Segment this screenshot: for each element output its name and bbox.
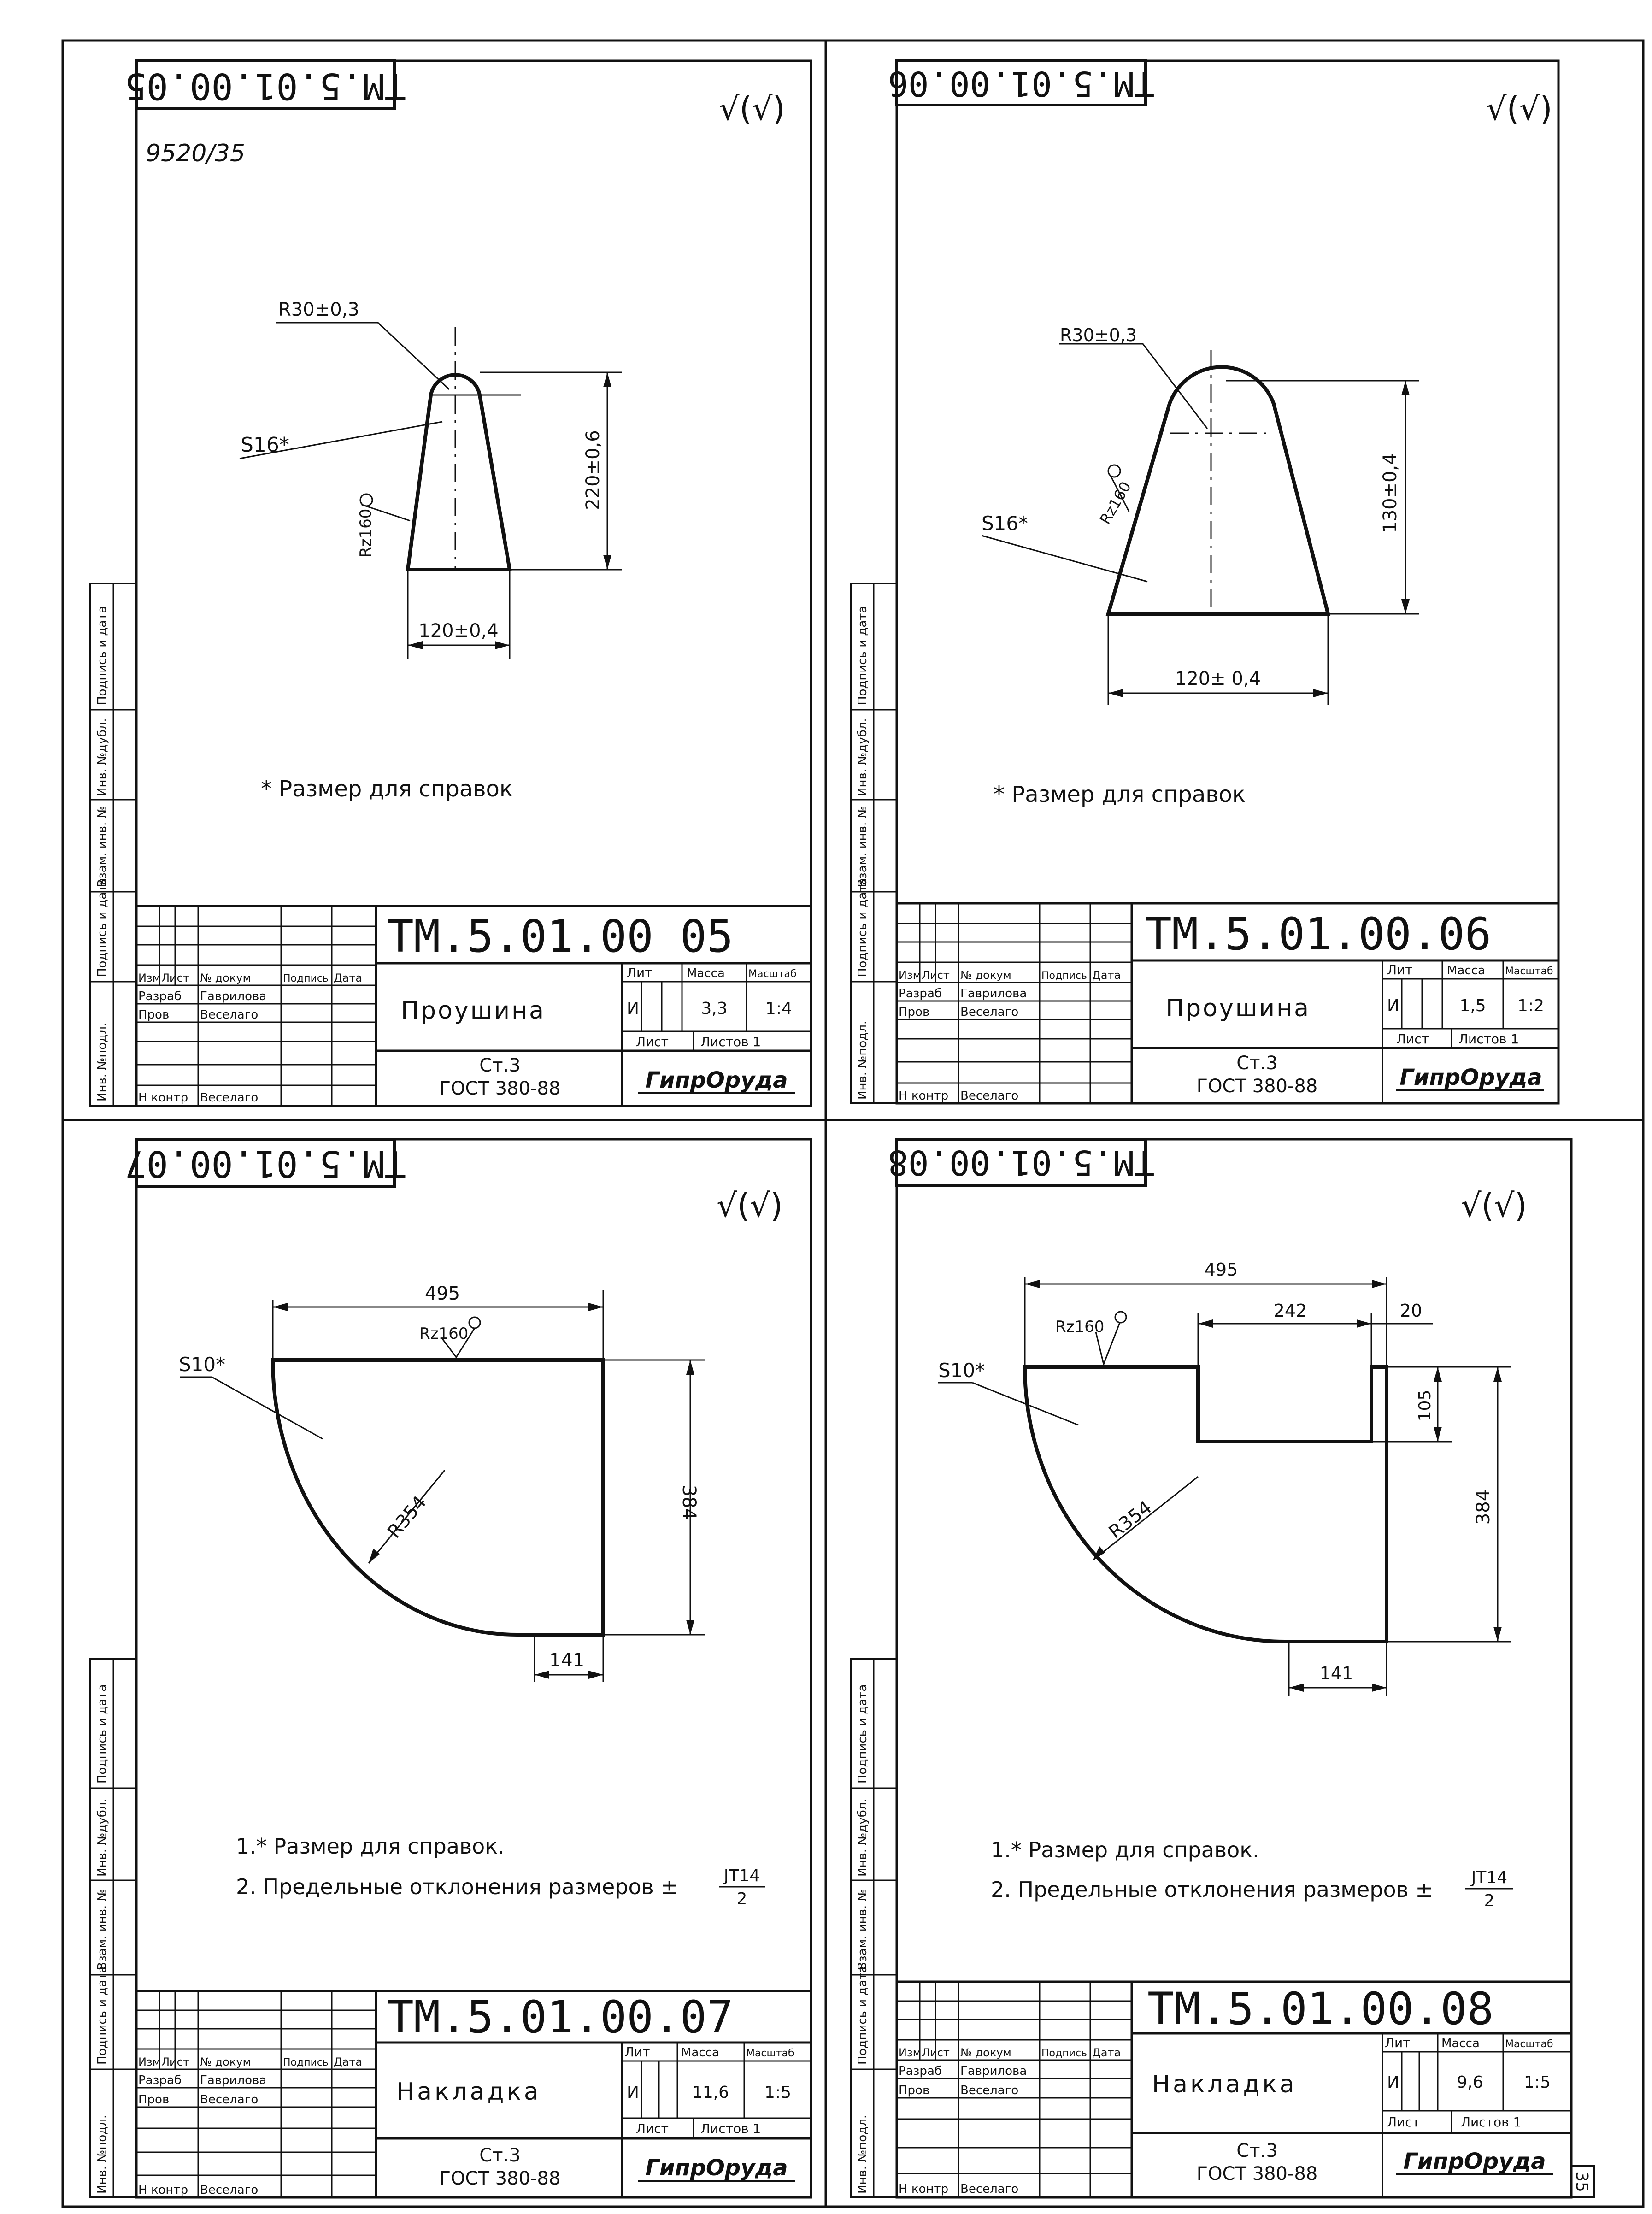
header-dev: Разраб xyxy=(899,987,942,1001)
developer-name: Гаврилова xyxy=(200,989,267,1003)
organization: ГипрОруда xyxy=(645,1067,788,1093)
sheet-label: Лист xyxy=(1396,1031,1429,1047)
header-date: Дата xyxy=(334,972,363,984)
stamp-code: ТМ.5.01.00.06 xyxy=(888,64,1155,103)
sheet-label: Лист xyxy=(1387,2114,1420,2130)
side-label-3: Взам. инв. № xyxy=(95,1889,109,1970)
sheets-label: Листов 1 xyxy=(1461,2114,1522,2130)
part-name: Проушина xyxy=(1166,995,1311,1022)
header-izm: Изм xyxy=(899,2046,921,2059)
page-number: 35 xyxy=(1572,2171,1591,2192)
header-mass: Масса xyxy=(1441,2037,1480,2050)
header-list: Лист xyxy=(161,2055,189,2068)
header-mass: Масса xyxy=(681,2046,719,2060)
sheet-eye-plate-05 xyxy=(90,61,811,1106)
title-code: ТМ.5.01.00.08 xyxy=(1147,1983,1494,2035)
width-dimension: 495 xyxy=(1204,1260,1238,1280)
header-scale: Масштаб xyxy=(1505,966,1553,977)
sheets-label: Листов 1 xyxy=(700,1034,761,1049)
header-ndoc: № докум xyxy=(960,969,1011,982)
header-ndoc: № докум xyxy=(200,972,251,984)
scale-value: 1:4 xyxy=(765,999,792,1018)
part-name: Накладка xyxy=(1152,2071,1297,2098)
thickness-label: S16* xyxy=(241,433,289,457)
height-dimension: 130±0,4 xyxy=(1380,453,1401,533)
part-name: Накладка xyxy=(396,2078,541,2106)
side-label-1: Инв. №подл. xyxy=(856,2114,870,2194)
header-date: Дата xyxy=(1092,969,1121,982)
scale-value: 1:2 xyxy=(1517,996,1544,1015)
checker-name: Веселаго xyxy=(960,2084,1019,2097)
tolerance-numerator: JT14 xyxy=(1471,1868,1508,1887)
standard: ГОСТ 380-88 xyxy=(1196,2163,1318,2185)
header-dev: Разраб xyxy=(899,2064,942,2078)
side-label-4: Инв. №дубл. xyxy=(856,1798,870,1877)
roughness-symbol: √(√) xyxy=(717,1187,783,1225)
mass-value: 3,3 xyxy=(701,999,728,1018)
header-mass: Масса xyxy=(1447,964,1485,977)
side-strip xyxy=(90,1659,136,2197)
header-ndoc: № докум xyxy=(960,2046,1011,2059)
side-strip xyxy=(851,583,897,1103)
thickness-label: S16* xyxy=(982,512,1029,535)
side-label-2: Подпись и дата xyxy=(856,1965,870,2065)
header-check: Пров xyxy=(899,2084,930,2097)
stamp-code: ТМ.5.01.00.08 xyxy=(888,1142,1155,1182)
scale-value: 1:5 xyxy=(1524,2073,1551,2092)
sheet-label: Лист xyxy=(636,1034,669,1049)
thickness-label: S10* xyxy=(938,1359,985,1382)
side-label-3: Взам. инв. № xyxy=(95,806,109,887)
organization: ГипрОруда xyxy=(1399,1065,1542,1090)
note-1: * Размер для справок xyxy=(261,776,513,802)
header-lit: Лит xyxy=(1385,2035,1411,2050)
side-strip xyxy=(90,583,136,1106)
material: Ст.3 xyxy=(1236,1053,1278,1074)
tolerance-numerator: JT14 xyxy=(723,1867,760,1885)
roughness-label: Rz160 xyxy=(1096,478,1135,527)
stamp-code: ТМ.5.01.00.07 xyxy=(124,1142,406,1184)
side-label-2: Подпись и дата xyxy=(95,877,109,977)
thickness-label: S10* xyxy=(179,1353,226,1376)
pad-outline xyxy=(273,1360,603,1635)
side-strip xyxy=(851,1659,897,2197)
roughness-symbol: √(√) xyxy=(719,90,785,128)
ncontrol-name: Веселаго xyxy=(200,1091,259,1105)
title-block xyxy=(136,906,811,1106)
notch-width-dimension: 242 xyxy=(1273,1301,1307,1321)
title-block xyxy=(897,903,1558,1103)
roughness-label: Rz160 xyxy=(419,1325,469,1343)
radius-label: R30±0,3 xyxy=(278,299,359,320)
pad-outline xyxy=(1025,1367,1387,1642)
height-dimension: 384 xyxy=(678,1484,700,1520)
side-label-4: Инв. №дубл. xyxy=(95,718,109,796)
checker-name: Веселаго xyxy=(200,1008,259,1022)
title-block xyxy=(897,1982,1571,2197)
standard: ГОСТ 380-88 xyxy=(1196,1076,1318,1097)
bottom-dimension: 141 xyxy=(549,1650,585,1671)
note-1: 1.* Размер для справок. xyxy=(236,1834,505,1859)
header-sign: Подпись xyxy=(1041,2048,1087,2059)
height-dimension: 384 xyxy=(1473,1489,1494,1525)
part-name: Проушина xyxy=(401,997,546,1025)
tolerance-denominator: 2 xyxy=(736,1890,747,1908)
side-label-5: Подпись и дата xyxy=(856,1684,870,1784)
header-scale: Масштаб xyxy=(748,968,797,980)
side-label-2: Подпись и дата xyxy=(95,1965,109,2065)
side-label-4: Инв. №дубл. xyxy=(856,718,870,796)
material: Ст.3 xyxy=(479,1055,521,1076)
mass-value: 1,5 xyxy=(1459,996,1486,1015)
width-dimension: 495 xyxy=(424,1283,460,1304)
extra-note: 9520/35 xyxy=(146,140,246,167)
standard: ГОСТ 380-88 xyxy=(439,2168,561,2189)
notch-offset-dimension: 20 xyxy=(1399,1301,1423,1321)
header-list: Лист xyxy=(922,2046,950,2059)
title-code: ТМ.5.01.00.07 xyxy=(387,1991,734,2043)
header-lit: Лит xyxy=(627,965,653,980)
radius-label: R354 xyxy=(1105,1496,1156,1543)
radius-label: R354 xyxy=(383,1492,431,1543)
developer-name: Гаврилова xyxy=(200,2073,267,2087)
title-code: ТМ.5.01.00.06 xyxy=(1145,908,1492,960)
sheet-eye-plate-06 xyxy=(851,61,1558,1103)
header-ncontrol: Н контр xyxy=(138,1091,188,1105)
header-lit: Лит xyxy=(624,2044,650,2060)
material: Ст.3 xyxy=(479,2145,521,2166)
title-block xyxy=(136,1991,811,2197)
roughness-label: Rz160 xyxy=(357,508,375,558)
mass-value: 11,6 xyxy=(692,2083,729,2102)
header-date: Дата xyxy=(1092,2046,1121,2059)
note-2: 2. Предельные отклонения размеров ± xyxy=(991,1877,1433,1902)
developer-name: Гаврилова xyxy=(960,987,1027,1001)
bottom-dimension: 141 xyxy=(1319,1663,1353,1684)
notch-depth-dimension: 105 xyxy=(1416,1390,1434,1422)
title-code: ТМ.5.01.00 05 xyxy=(387,911,734,962)
checker-name: Веселаго xyxy=(200,2093,259,2107)
header-lit: Лит xyxy=(1387,962,1413,977)
sheet-pad-07 xyxy=(90,1139,811,2197)
stamp-code: ТМ.5.01.00.05 xyxy=(124,65,406,106)
roughness-symbol: √(√) xyxy=(1486,90,1552,128)
header-sign: Подпись xyxy=(1041,970,1087,982)
side-label-3: Взам. инв. № xyxy=(856,806,870,887)
header-sign: Подпись xyxy=(283,2057,329,2068)
header-izm: Изм xyxy=(138,972,161,984)
mass-value: 9,6 xyxy=(1457,2073,1483,2092)
sheet-label: Лист xyxy=(636,2121,669,2136)
ncontrol-name: Веселаго xyxy=(200,2183,259,2197)
sheets-label: Листов 1 xyxy=(700,2121,761,2136)
side-label-4: Инв. №дубл. xyxy=(95,1798,109,1877)
header-scale: Масштаб xyxy=(1505,2038,1553,2050)
header-check: Пров xyxy=(138,2093,170,2107)
note-1: * Размер для справок xyxy=(994,782,1246,807)
lit-value: И xyxy=(627,999,639,1018)
header-scale: Масштаб xyxy=(746,2048,794,2059)
width-dimension: 120±0,4 xyxy=(418,620,499,642)
ncontrol-name: Веселаго xyxy=(960,1089,1019,1103)
header-list: Лист xyxy=(922,969,950,982)
header-ncontrol: Н контр xyxy=(138,2183,188,2197)
header-check: Пров xyxy=(899,1005,930,1019)
header-mass: Масса xyxy=(687,966,725,980)
header-ndoc: № докум xyxy=(200,2055,251,2068)
width-dimension: 120± 0,4 xyxy=(1175,668,1261,689)
height-dimension: 220±0,6 xyxy=(582,430,604,510)
ncontrol-name: Веселаго xyxy=(960,2182,1019,2196)
side-label-3: Взам. инв. № xyxy=(856,1889,870,1970)
header-list: Лист xyxy=(161,972,189,984)
side-label-1: Инв. №подл. xyxy=(95,1022,109,1101)
note-1: 1.* Размер для справок. xyxy=(991,1837,1259,1862)
organization: ГипрОруда xyxy=(645,2155,788,2181)
side-label-5: Подпись и дата xyxy=(95,606,109,705)
header-sign: Подпись xyxy=(283,973,329,984)
roughness-label: Rz160 xyxy=(1055,1318,1105,1336)
side-label-1: Инв. №подл. xyxy=(95,2114,109,2194)
eye-plate-outline xyxy=(408,375,510,570)
header-ncontrol: Н контр xyxy=(899,1089,949,1103)
radius-label: R30±0,3 xyxy=(1060,325,1137,345)
note-2: 2. Предельные отклонения размеров ± xyxy=(236,1874,678,1899)
standard: ГОСТ 380-88 xyxy=(439,1078,561,1099)
lit-value: И xyxy=(627,2083,639,2102)
scale-value: 1:5 xyxy=(764,2083,791,2102)
header-izm: Изм xyxy=(138,2055,161,2068)
header-dev: Разраб xyxy=(138,2073,182,2087)
developer-name: Гаврилова xyxy=(960,2064,1027,2078)
header-dev: Разраб xyxy=(138,989,182,1003)
sheet-pad-08 xyxy=(851,1139,1571,2197)
organization: ГипрОруда xyxy=(1403,2149,1546,2174)
header-check: Пров xyxy=(138,1008,170,1022)
header-date: Дата xyxy=(334,2055,363,2068)
side-label-5: Подпись и дата xyxy=(856,606,870,705)
sheets-label: Листов 1 xyxy=(1458,1031,1519,1047)
lit-value: И xyxy=(1387,996,1399,1015)
header-ncontrol: Н контр xyxy=(899,2182,949,2196)
eye-plate-outline xyxy=(1108,367,1328,614)
side-label-2: Подпись и дата xyxy=(856,877,870,977)
lit-value: И xyxy=(1387,2073,1399,2092)
roughness-symbol: √(√) xyxy=(1461,1187,1527,1225)
checker-name: Веселаго xyxy=(960,1005,1019,1019)
header-izm: Изм xyxy=(899,969,921,982)
side-label-1: Инв. №подл. xyxy=(856,1020,870,1100)
material: Ст.3 xyxy=(1236,2140,1278,2161)
tolerance-denominator: 2 xyxy=(1484,1891,1495,1910)
side-label-5: Подпись и дата xyxy=(95,1684,109,1784)
